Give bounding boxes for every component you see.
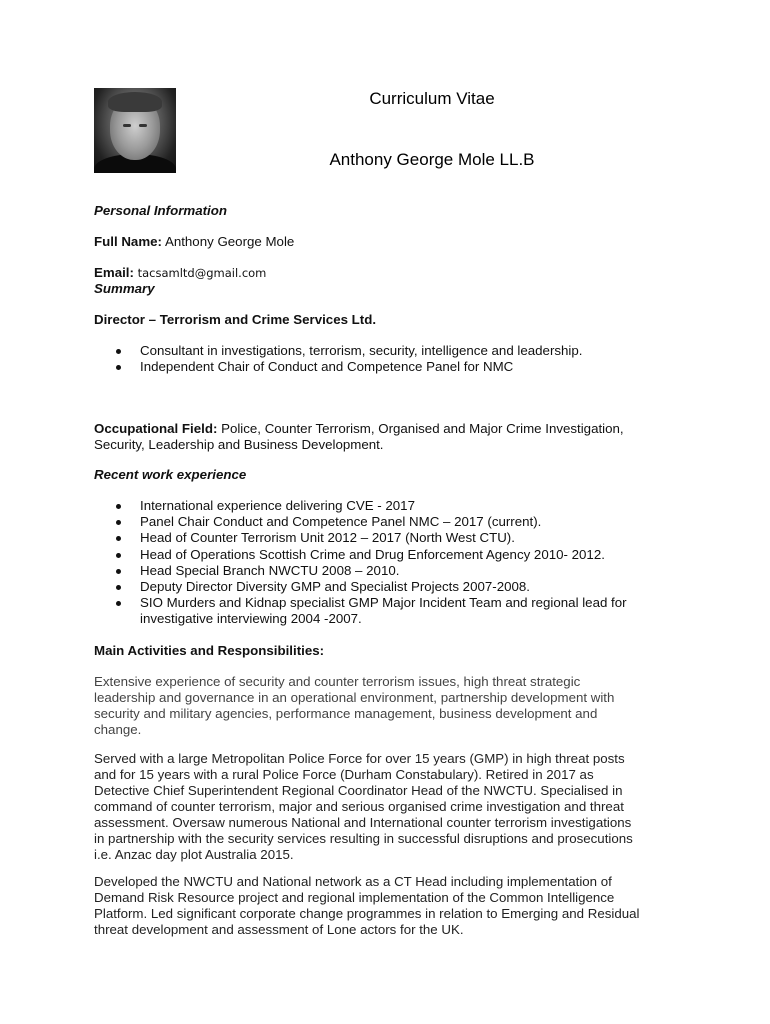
full-name-label: Full Name: [94, 234, 162, 249]
bullet-icon [116, 601, 121, 606]
name-heading: Anthony George Mole LL.B [329, 150, 535, 169]
list-item: Panel Chair Conduct and Competence Panel NMC – 2017 (current). [116, 514, 676, 530]
full-name-value: Anthony George Mole [164, 234, 295, 249]
full-name-row [94, 234, 684, 250]
list-item: Head Special Branch NWCTU 2008 – 2010. [116, 563, 676, 579]
bullet-icon [116, 520, 121, 525]
activities-paragraph-3: Developed the NWCTU and National network as a CT Head including implementation of Demand Risk Resource project and regional implementation of the Common Intelligence Platform. Led significant corporate change programmes in relation to Emerging and Residual threat development and assessment of Lone actors for the UK. [94, 874, 640, 937]
list-item: Independent Chair of Conduct and Competence Panel for NMC [116, 359, 676, 375]
summary-role: Director – Terrorism and Crime Services Ltd. [94, 312, 377, 327]
photo-eye-right [139, 124, 147, 127]
bullet-icon [116, 536, 121, 541]
activities-paragraph-2: Served with a large Metropolitan Police Force for over 15 years (GMP) in high threat posts and for 15 years with a rural Police Force (Durham Constabulary). Retired in 2017 as Detective Chief Superintendent Regional Coordinator Head of the NWCTU. Specialised in command of counter terrorism, major and serious organised crime investigation and threat assessment. Oversaw numerous National and International counter terrorism investigations in partnership with the security services resulting in successful disruptions and prosecutions i.e. Anzac day plot Australia 2015. [94, 751, 633, 862]
list-item: Consultant in investigations, terrorism, security, intelligence and leadership. [116, 343, 676, 359]
bullet-icon [116, 504, 121, 509]
occupational-label: Occupational Field: [94, 421, 218, 436]
list-item: Head of Operations Scottish Crime and Drug Enforcement Agency 2010- 2012. [116, 547, 676, 563]
list-item: SIO Murders and Kidnap specialist GMP Major Incident Team and regional lead for investigative interviewing 2004 -2007. [116, 595, 676, 627]
bullet-icon [116, 349, 121, 354]
bullet-icon [116, 553, 121, 558]
email-value[interactable]: tacsamltd@gmail.com [137, 266, 267, 280]
list-item: International experience delivering CVE - 2017 [116, 498, 676, 514]
occupational-field [94, 421, 684, 453]
experience-list [116, 498, 676, 628]
document-title: Curriculum Vitae [369, 89, 495, 108]
activities-heading: Main Activities and Responsibilities: [94, 643, 325, 658]
list-item: Head of Counter Terrorism Unit 2012 – 2017 (North West CTU). [116, 530, 676, 546]
activities-paragraph-1: Extensive experience of security and counter terrorism issues, high threat strategic leadership and governance in an operational environment, partnership development with security and military agencies, performance management, business development and change. [94, 674, 615, 737]
bullet-icon [116, 569, 121, 574]
summary-heading: Summary [94, 281, 155, 296]
list-item: Deputy Director Diversity GMP and Specialist Projects 2007-2008. [116, 579, 676, 595]
bullet-icon [116, 585, 121, 590]
occupational-text-line1: Police, Counter Terrorism, Organised and Major Crime Investigation, [217, 421, 624, 436]
email-row [94, 265, 684, 281]
bullet-icon [116, 365, 121, 370]
summary-bullets [116, 343, 676, 375]
experience-heading: Recent work experience [94, 467, 247, 482]
personal-info-heading: Personal Information [94, 203, 227, 218]
email-label: Email: [94, 265, 134, 280]
occupational-text-line2: Security, Leadership and Business Development. [94, 437, 384, 452]
photo-eye-left [123, 124, 131, 127]
